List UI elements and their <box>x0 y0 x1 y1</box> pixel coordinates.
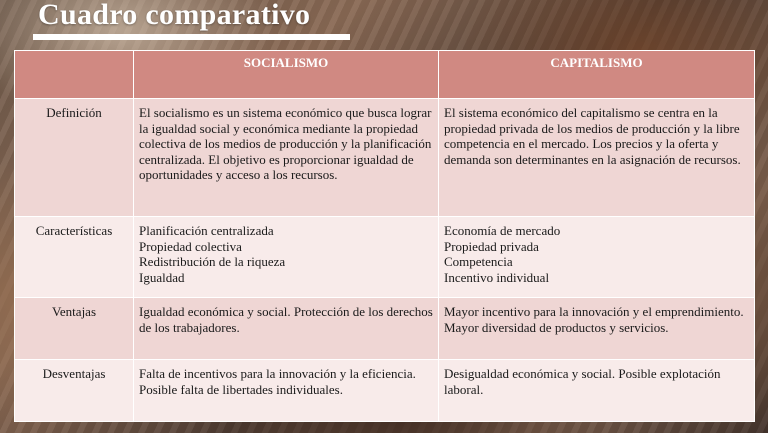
title-underline <box>33 34 350 40</box>
page-title: Cuadro comparativo <box>38 0 311 31</box>
cell-caracteristicas-socialismo <box>134 217 439 298</box>
row-label-ventajas: Ventajas <box>15 298 134 360</box>
row-label-desventajas: Desventajas <box>15 360 134 422</box>
header-cell-capitalismo: CAPITALISMO <box>439 51 755 99</box>
header-cell-socialismo: SOCIALISMO <box>134 51 439 99</box>
list-item: Competencia <box>444 254 513 269</box>
cell-ventajas-capitalismo: Mayor incentivo para la innovación y el emprendimiento. Mayor diversidad de productos y servicios. <box>439 298 755 360</box>
list-item: Economía de mercado <box>444 223 561 238</box>
table-row-definicion <box>15 99 755 217</box>
list-item: Incentivo individual <box>444 269 550 285</box>
list-item: Propiedad privada <box>444 238 539 254</box>
table-row-desventajas <box>15 360 755 422</box>
list-item: Igualdad <box>139 269 185 285</box>
list-item: Propiedad colectiva <box>139 238 242 254</box>
table-row-ventajas <box>15 298 755 360</box>
header-cell-empty <box>15 51 134 99</box>
table-header-row <box>15 51 755 99</box>
cell-desventajas-socialismo: Falta de incentivos para la innovación y la eficiencia. Posible falta de libertades individuales. <box>134 360 439 422</box>
cell-ventajas-socialismo: Igualdad económica y social. Protección de los derechos de los trabajadores. <box>134 298 439 360</box>
cell-caracteristicas-capitalismo <box>439 217 755 298</box>
comparison-table <box>14 50 755 422</box>
cell-desventajas-capitalismo: Desigualdad económica y social. Posible explotación laboral. <box>439 360 755 422</box>
table-row-caracteristicas <box>15 217 755 298</box>
row-label-definicion: Definición <box>15 99 134 217</box>
cell-definicion-capitalismo: El sistema económico del capitalismo se centra en la propiedad privada de los medios de producción y la libre competencia en el mercado. Los precios y la oferta y demanda son determinantes en la asignación de recursos. <box>439 99 755 217</box>
cell-definicion-socialismo: El socialismo es un sistema económico que busca lograr la igualdad social y económica mediante la propiedad colectiva de los medios de producción y la planificación centralizada. El objetivo es proporcionar igualdad de oportunidades y acceso a los recursos. <box>134 99 439 217</box>
list-item: Planificación centralizada <box>139 223 274 238</box>
row-label-caracteristicas: Características <box>15 217 134 298</box>
list-item: Redistribución de la riqueza <box>139 254 286 269</box>
